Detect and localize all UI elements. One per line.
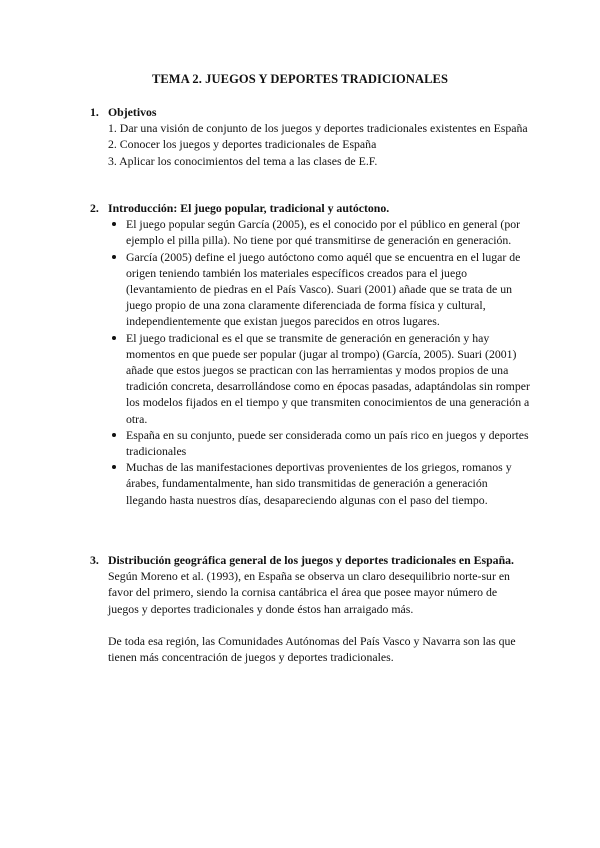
section-title: Objetivos [108, 105, 157, 119]
objective-item: 2. Conocer los juegos y deportes tradicionales de España [108, 137, 377, 152]
section-heading [90, 552, 530, 568]
bullet-icon [112, 433, 116, 437]
objectives-list [90, 120, 530, 169]
section-heading [90, 104, 530, 120]
paragraph: Según Moreno et al. (1993), en España se observa un claro desequilibrio norte-sur en favor del primero, siendo la cornisa cantábrica el área que posee mayor número de juegos y deportes tradicionales y donde éstos han arraigado más. [108, 569, 510, 616]
objective-item: 3. Aplicar los conocimientos del tema a las clases de E.F. [108, 153, 378, 168]
bullet-item [90, 216, 530, 248]
section-distribucion [90, 552, 530, 665]
bullet-item [90, 427, 530, 459]
bullet-item [90, 249, 530, 330]
paragraph: De toda esa región, las Comunidades Autónomas del País Vasco y Navarra son las que tienen más concentración de juegos y deportes tradicionales. [108, 633, 516, 665]
section-introduccion [90, 200, 530, 508]
bullet-icon [112, 465, 116, 469]
section-title: Distribución geográfica general de los juegos y deportes tradicionales en España. [108, 553, 514, 567]
bullet-icon [112, 255, 116, 259]
section-number: 1. [90, 105, 99, 119]
section-number: 3. [90, 553, 99, 567]
bullet-icon [112, 336, 116, 340]
section-heading [90, 200, 530, 216]
bullet-item [90, 330, 530, 427]
bullet-text: García (2005) define el juego autóctono como aquél que se encuentra en el lugar de origen teniendo también los materiales específicos creados para el juego (levantamiento de piedras en el País Vasco). Suari (2001) añade que se trata de un juego propio de una zona claramente diferenciada de forma física y cultural, independientemente que existan juegos parecidos en otros lugares. [126, 249, 521, 329]
distribution-body [90, 568, 530, 665]
bullet-text: El juego popular según García (2005), es el conocido por el público en general (por ejemplo el pilla pilla). No tiene por qué transmitirse de generación en generación. [126, 217, 521, 248]
document-title: TEMA 2. JUEGOS Y DEPORTES TRADICIONALES [151, 72, 449, 86]
section-title: Introducción: El juego popular, tradicional y autóctono. [108, 201, 390, 215]
bullet-icon [112, 222, 116, 226]
section-objetivos [90, 104, 530, 169]
bullet-text: España en su conjunto, puede ser considerada como un país rico en juegos y deportes tradicionales [126, 427, 529, 459]
section-number: 2. [90, 201, 99, 215]
intro-bullet-list [90, 216, 530, 508]
bullet-item [90, 459, 530, 508]
bullet-text: Muchas de las manifestaciones deportivas provenientes de los griegos, romanos y árabes, fundamentalmente, han sido transmitidas de generación a generación llegando hasta nuestros días, desapareciendo algunas con el paso del tiempo. [126, 460, 512, 507]
objective-item: 1. Dar una visión de conjunto de los juegos y deportes tradicionales existentes en España [108, 121, 528, 136]
bullet-text: El juego tradicional es el que se transmite de generación en generación y hay momentos en que puede ser popular (jugar al trompo) (García, 2005). Suari (2001) añade que estos juegos se practican con las herramientas y modos propios de una tradición concreta, desarrollándose como en épocas pasadas, adaptándolas sin romper los modelos fijados en el tiempo y que transmiten conocimientos de una generación a otra. [126, 330, 530, 426]
